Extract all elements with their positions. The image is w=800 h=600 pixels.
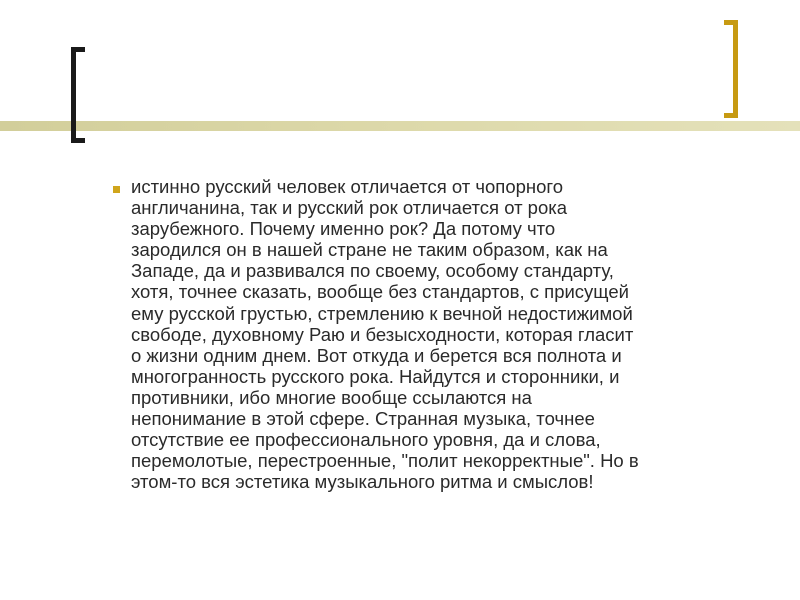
right-bracket-icon	[724, 20, 738, 118]
left-bracket-icon	[71, 47, 85, 143]
bullet-text: истинно русский человек отличается от чопорного англичанина, так и русский рок отличается от рока зарубежного. Почему именно рок? Да потому что зародился он в нашей стране не таким образом, как на Западе, да и развивался по своему, особому стандарту, хотя, точнее сказать, вообще без стандартов, с присущей ему русской грустью, стремлению к вечной недостижимой свободе, духовному Раю и безысходности, которая гласит о жизни одним днем. Вот откуда и берется вся полнота и многогранность русского рока. Найдутся и сторонники, и противники, ибо многие вообще ссылаются на непонимание в этой сфере. Странная музыка, точнее отсутствие ее профессионального уровня, да и слова, перемолотые, перестроенные, "полит некорректные". Но в этом-то вся эстетика музыкального ритма и смыслов!	[131, 176, 639, 493]
square-bullet-icon	[113, 186, 120, 193]
title-divider-rule	[0, 121, 800, 131]
